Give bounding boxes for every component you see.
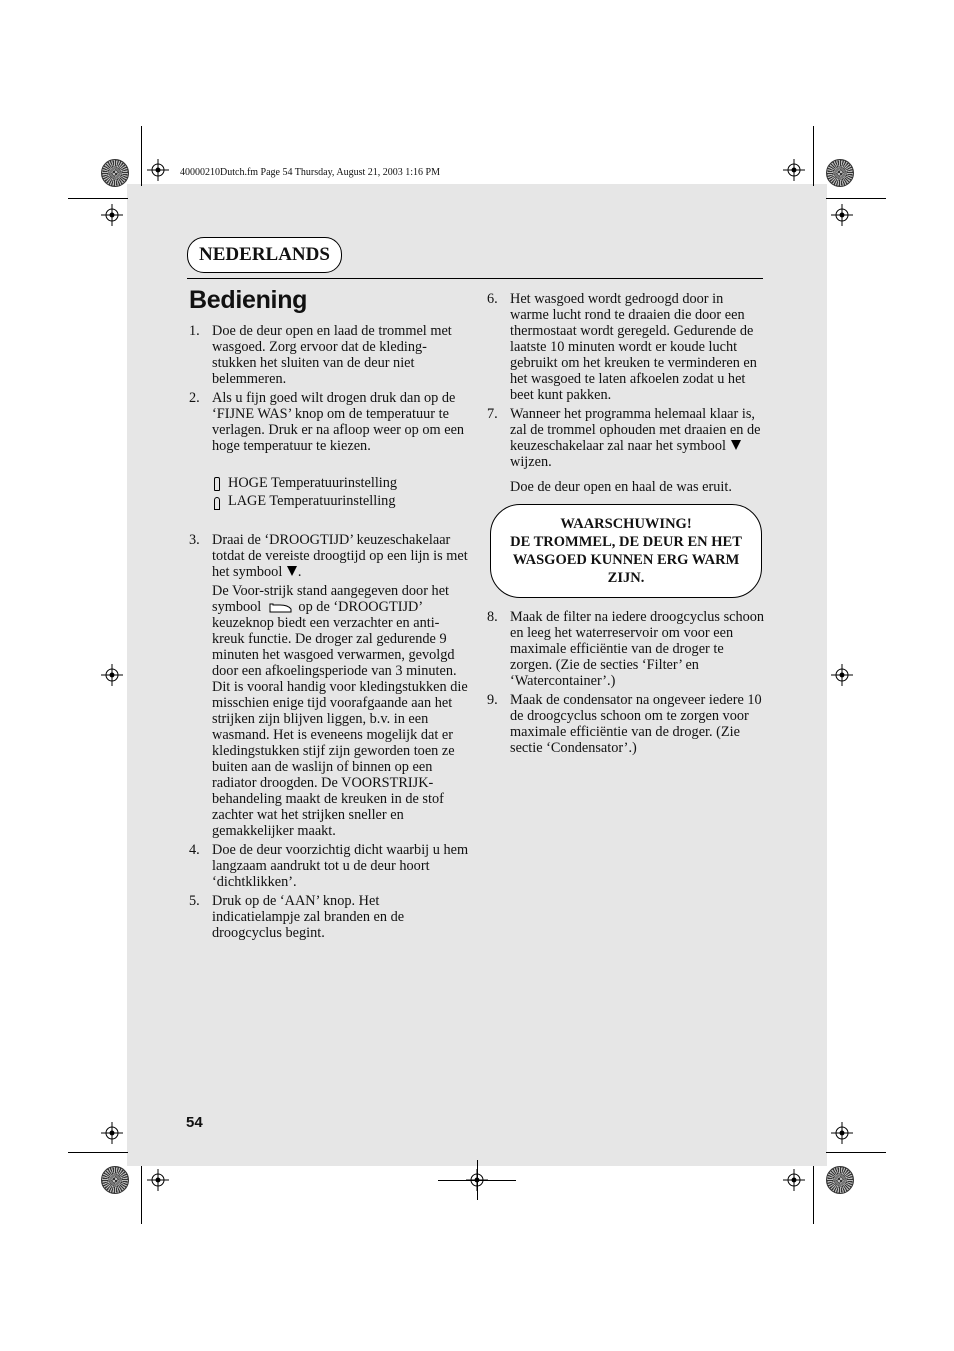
list-number: 2.: [189, 390, 200, 406]
list-text: Draai de ‘DROOGTIJD’ keuzeschakelaar totdat de vereiste droogtijd op een lijn is met het symbool: [212, 532, 468, 580]
registration-mark-icon: [831, 664, 853, 686]
file-slug: 40000210Dutch.fm Page 54 Thursday, August 21, 2003 1:16 PM: [180, 167, 440, 178]
list-text: Druk op de ‘AAN’ knop. Het indicatielampje zal branden en de droogcyclus begint.: [212, 893, 405, 941]
language-label: NEDERLANDS: [187, 237, 342, 273]
temp-high-line: [189, 475, 469, 491]
list-text: Maak de condensator na ongeveer iedere 10 de droogcyclus schoon om te zorgen voor maximale efficiëntie van de droger. (Zie sectie ‘Condensator’.): [510, 692, 762, 756]
registration-mark-icon: [783, 1169, 805, 1191]
header-rule: [187, 278, 763, 279]
color-rosette-icon: [101, 159, 129, 187]
list-number: 7.: [487, 406, 498, 422]
registration-mark-icon: [101, 664, 123, 686]
low-temp-icon: [214, 497, 220, 510]
crop-mark: [477, 1160, 478, 1200]
crop-mark: [68, 1152, 128, 1153]
list-item: [487, 406, 765, 470]
list-subparagraph: [189, 583, 469, 839]
page-number: 54: [186, 1114, 203, 1131]
list-item: [189, 842, 469, 890]
list-text: Maak de filter na iedere droogcyclus schoon en leeg het waterreservoir om voor een maximale efficiëntie van de droger te zorgen. (Zie de secties ‘Filter’ en ‘Watercontainer’.): [510, 609, 765, 689]
list-item: [189, 532, 469, 580]
list-number: 9.: [487, 692, 498, 708]
registration-mark-icon: [831, 204, 853, 226]
registration-mark-icon: [101, 204, 123, 226]
crop-mark: [826, 198, 886, 199]
crop-mark: [141, 126, 142, 186]
registration-mark-icon: [101, 1122, 123, 1144]
registration-mark-icon: [147, 159, 169, 181]
pre-iron-icon: [268, 601, 292, 614]
sub-text: op de ‘DROOGTIJD’ keuzeknop biedt een verzachter en anti-kreuk functie. De droger zal gedurende 9 minuten het wasgoed verwarmen, gevolgd door een afkoelingsperiode van 3 minuten. Dit is vooral handig voor kledingstukken die misschien enige tijd voorafgaande aan het strijken zijn blijven liggen, b.v. in een wasmand. Het is eveneens mogelijk dat er kledingstukken stijf zijn geworden toen ze buiten aan de waslijn of binnen op een radiator droogden. De VOORSTRIJK-behandeling maakt de kreuken in de stof zachter wat het strijken sneller en gemakkelijker maakt.: [212, 599, 468, 839]
list-number: 4.: [189, 842, 200, 858]
list-item: [189, 323, 469, 387]
list-item: [487, 609, 765, 689]
list-text: Als u fijn goed wilt drogen druk dan op de ‘FIJNE WAS’ knop om de temperatuur te verlagen. Druk er na afloop weer op om een hoge temperatuur te kiezen.: [212, 390, 465, 454]
crop-mark: [813, 126, 814, 186]
list-text: Wanneer het programma helemaal klaar is, zal de trommel ophouden met draaien en de keuzeschakelaar zal naar het symbool: [510, 406, 761, 454]
color-rosette-icon: [826, 159, 854, 187]
left-column: [189, 323, 469, 944]
list-text-end: wijzen.: [510, 454, 552, 470]
list-number: 1.: [189, 323, 200, 339]
color-rosette-icon: [101, 1166, 129, 1194]
list-number: 3.: [189, 532, 200, 548]
list-text: Doe de deur voorzichtig dicht waarbij u hem langzaam aandrukt tot u de deur hoort ‘dichtklikken’.: [212, 842, 469, 890]
crop-mark: [826, 1152, 886, 1153]
down-triangle-icon: [731, 440, 741, 450]
sub-text: De Voor-strijk stand aangegeven door het symbool: [212, 583, 450, 615]
list-item: [189, 893, 469, 941]
warning-heading: WAARSCHUWING!: [560, 516, 692, 532]
crop-mark: [68, 198, 128, 199]
crop-mark: [141, 1166, 142, 1224]
color-rosette-icon: [826, 1166, 854, 1194]
warning-box: [490, 504, 762, 598]
down-triangle-icon: [287, 566, 297, 576]
temp-low-label: LAGE Temperatuurinstelling: [228, 493, 396, 509]
right-column: [487, 291, 765, 759]
list-number: 5.: [189, 893, 200, 909]
list-item: [487, 291, 765, 403]
warning-text: DE TROMMEL, DE DEUR EN HET WASGOED KUNNEN ERG WARM ZIJN.: [510, 534, 742, 586]
list-number: 8.: [487, 609, 498, 625]
registration-mark-icon: [783, 159, 805, 181]
page-title: Bediening: [189, 286, 308, 314]
crop-mark: [813, 1166, 814, 1224]
list-item: [487, 692, 765, 756]
registration-mark-icon: [147, 1169, 169, 1191]
list-text: Het wasgoed wordt gedroogd door in warme lucht rond te draaien die door een thermostaat wordt geregeld. Gedurende de laatste 10 minuten wordt er koude lucht gebruikt om het kreuken te verminderen en het wasgoed te laten afkoelen zodat u het beet kunt pakken.: [510, 291, 757, 403]
temp-low-line: [189, 493, 469, 509]
high-temp-icon: [214, 477, 220, 491]
registration-mark-icon: [831, 1122, 853, 1144]
list-text-end: .: [297, 564, 302, 580]
list-text: Doe de deur open en laad de trommel met wasgoed. Zorg ervoor dat de kleding-stukken het sluiten van de deur niet belemmeren.: [212, 323, 452, 387]
list-subparagraph: Doe de deur open en haal de was eruit.: [510, 479, 732, 495]
temp-high-label: HOGE Temperatuurinstelling: [228, 475, 398, 491]
list-number: 6.: [487, 291, 498, 307]
list-item: [189, 390, 469, 454]
